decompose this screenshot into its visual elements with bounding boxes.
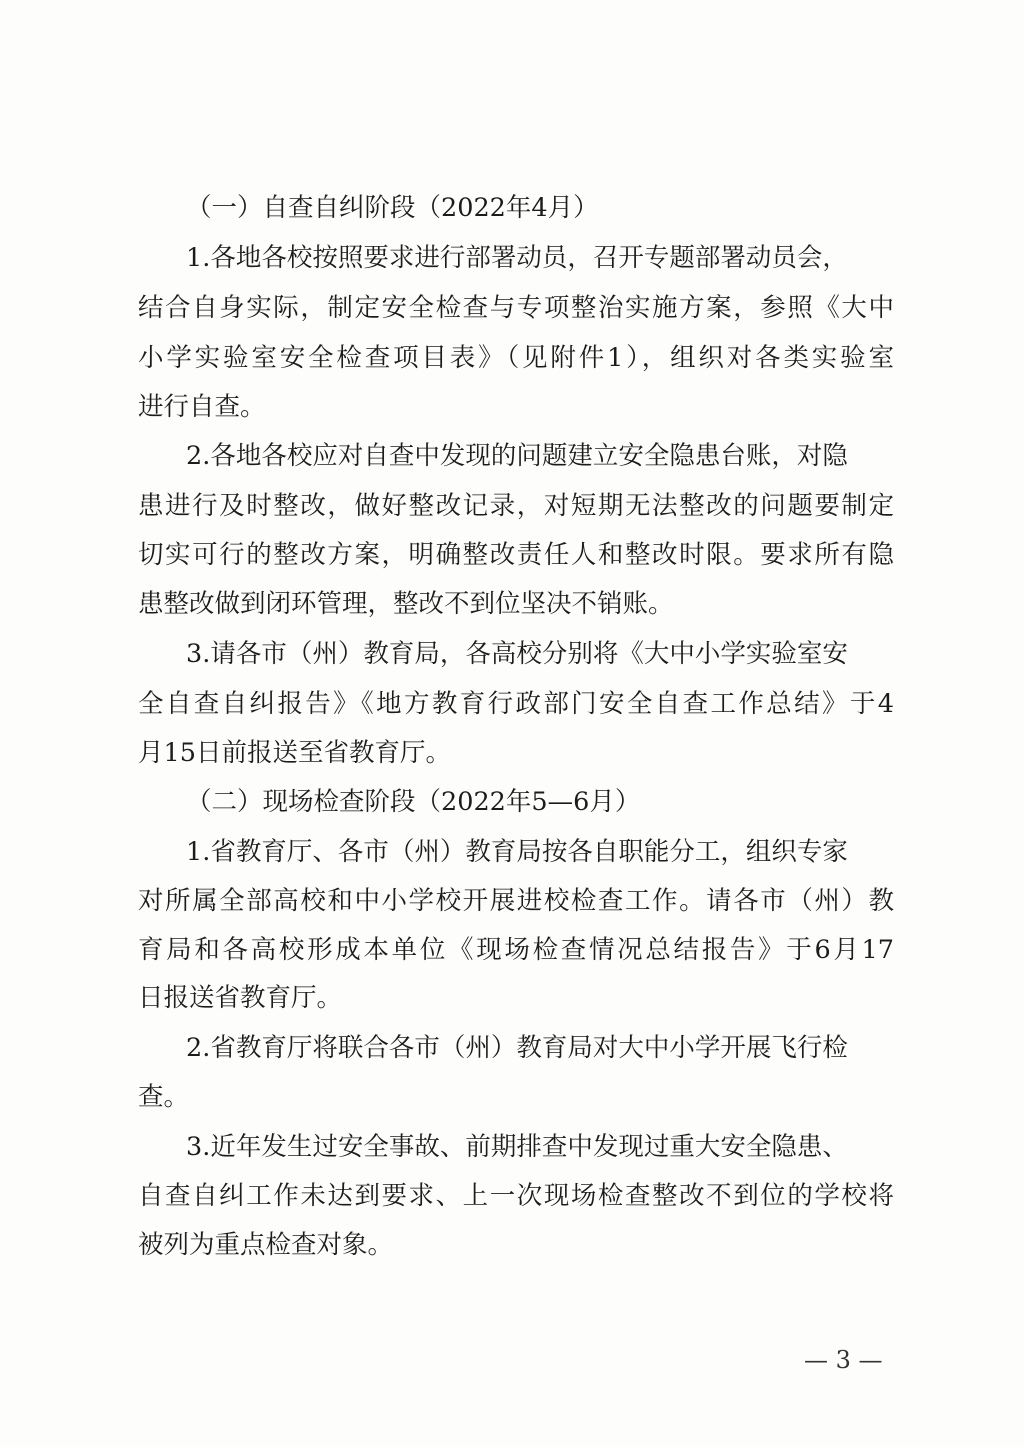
- paragraph-line: 对所属全部高校和中小学校开展进校检查工作。请各市（州）教: [138, 886, 894, 916]
- paragraph-line: 患进行及时整改，做好整改记录，对短期无法整改的问题要制定: [138, 491, 894, 521]
- paragraph-line: 3.请各市（州）教育局，各高校分别将《大中小学实验室安: [186, 639, 848, 669]
- paragraph-line: 进行自查。: [138, 392, 266, 422]
- paragraph-line: 自查自纠工作未达到要求、上一次现场检查整改不到位的学校将: [138, 1181, 894, 1211]
- paragraph-line: 1.各地各校按照要求进行部署动员，召开专题部署动员会，: [186, 243, 848, 273]
- paragraph-line: 2.各地各校应对自查中发现的问题建立安全隐患台账，对隐: [186, 441, 848, 471]
- paragraph-line: 2.省教育厅将联合各市（州）教育局对大中小学开展飞行检: [186, 1033, 848, 1063]
- section-heading-onsite-inspection: （二）现场检查阶段（2022年5—6月）: [186, 787, 641, 817]
- section-heading-self-inspection: （一）自查自纠阶段（2022年4月）: [186, 193, 599, 223]
- paragraph-line: 被列为重点检查对象。: [138, 1230, 394, 1260]
- paragraph-line: 3.近年发生过安全事故、前期排查中发现过重大安全隐患、: [186, 1132, 848, 1162]
- paragraph-line: 全自查自纠报告》《地方教育行政部门安全自查工作总结》于4: [138, 689, 894, 719]
- paragraph-line: 育局和各高校形成本单位《现场检查情况总结报告》于6月17: [138, 935, 894, 965]
- paragraph-line: 结合自身实际，制定安全检查与专项整治实施方案，参照《大中: [138, 293, 894, 323]
- paragraph-line: 患整改做到闭环管理，整改不到位坚决不销账。: [138, 589, 674, 619]
- paragraph-line: 日报送省教育厅。: [138, 983, 343, 1013]
- paragraph-line: 小学实验室安全检查项目表》（见附件1），组织对各类实验室: [138, 343, 894, 373]
- paragraph-line: 1.省教育厅、各市（州）教育局按各自职能分工，组织专家: [186, 837, 848, 867]
- paragraph-line: 月15日前报送至省教育厅。: [138, 738, 451, 768]
- paragraph-line: 切实可行的整改方案，明确整改责任人和整改时限。要求所有隐: [138, 540, 894, 570]
- paragraph-line: 查。: [138, 1082, 190, 1112]
- page-number: — 3 —: [804, 1346, 883, 1374]
